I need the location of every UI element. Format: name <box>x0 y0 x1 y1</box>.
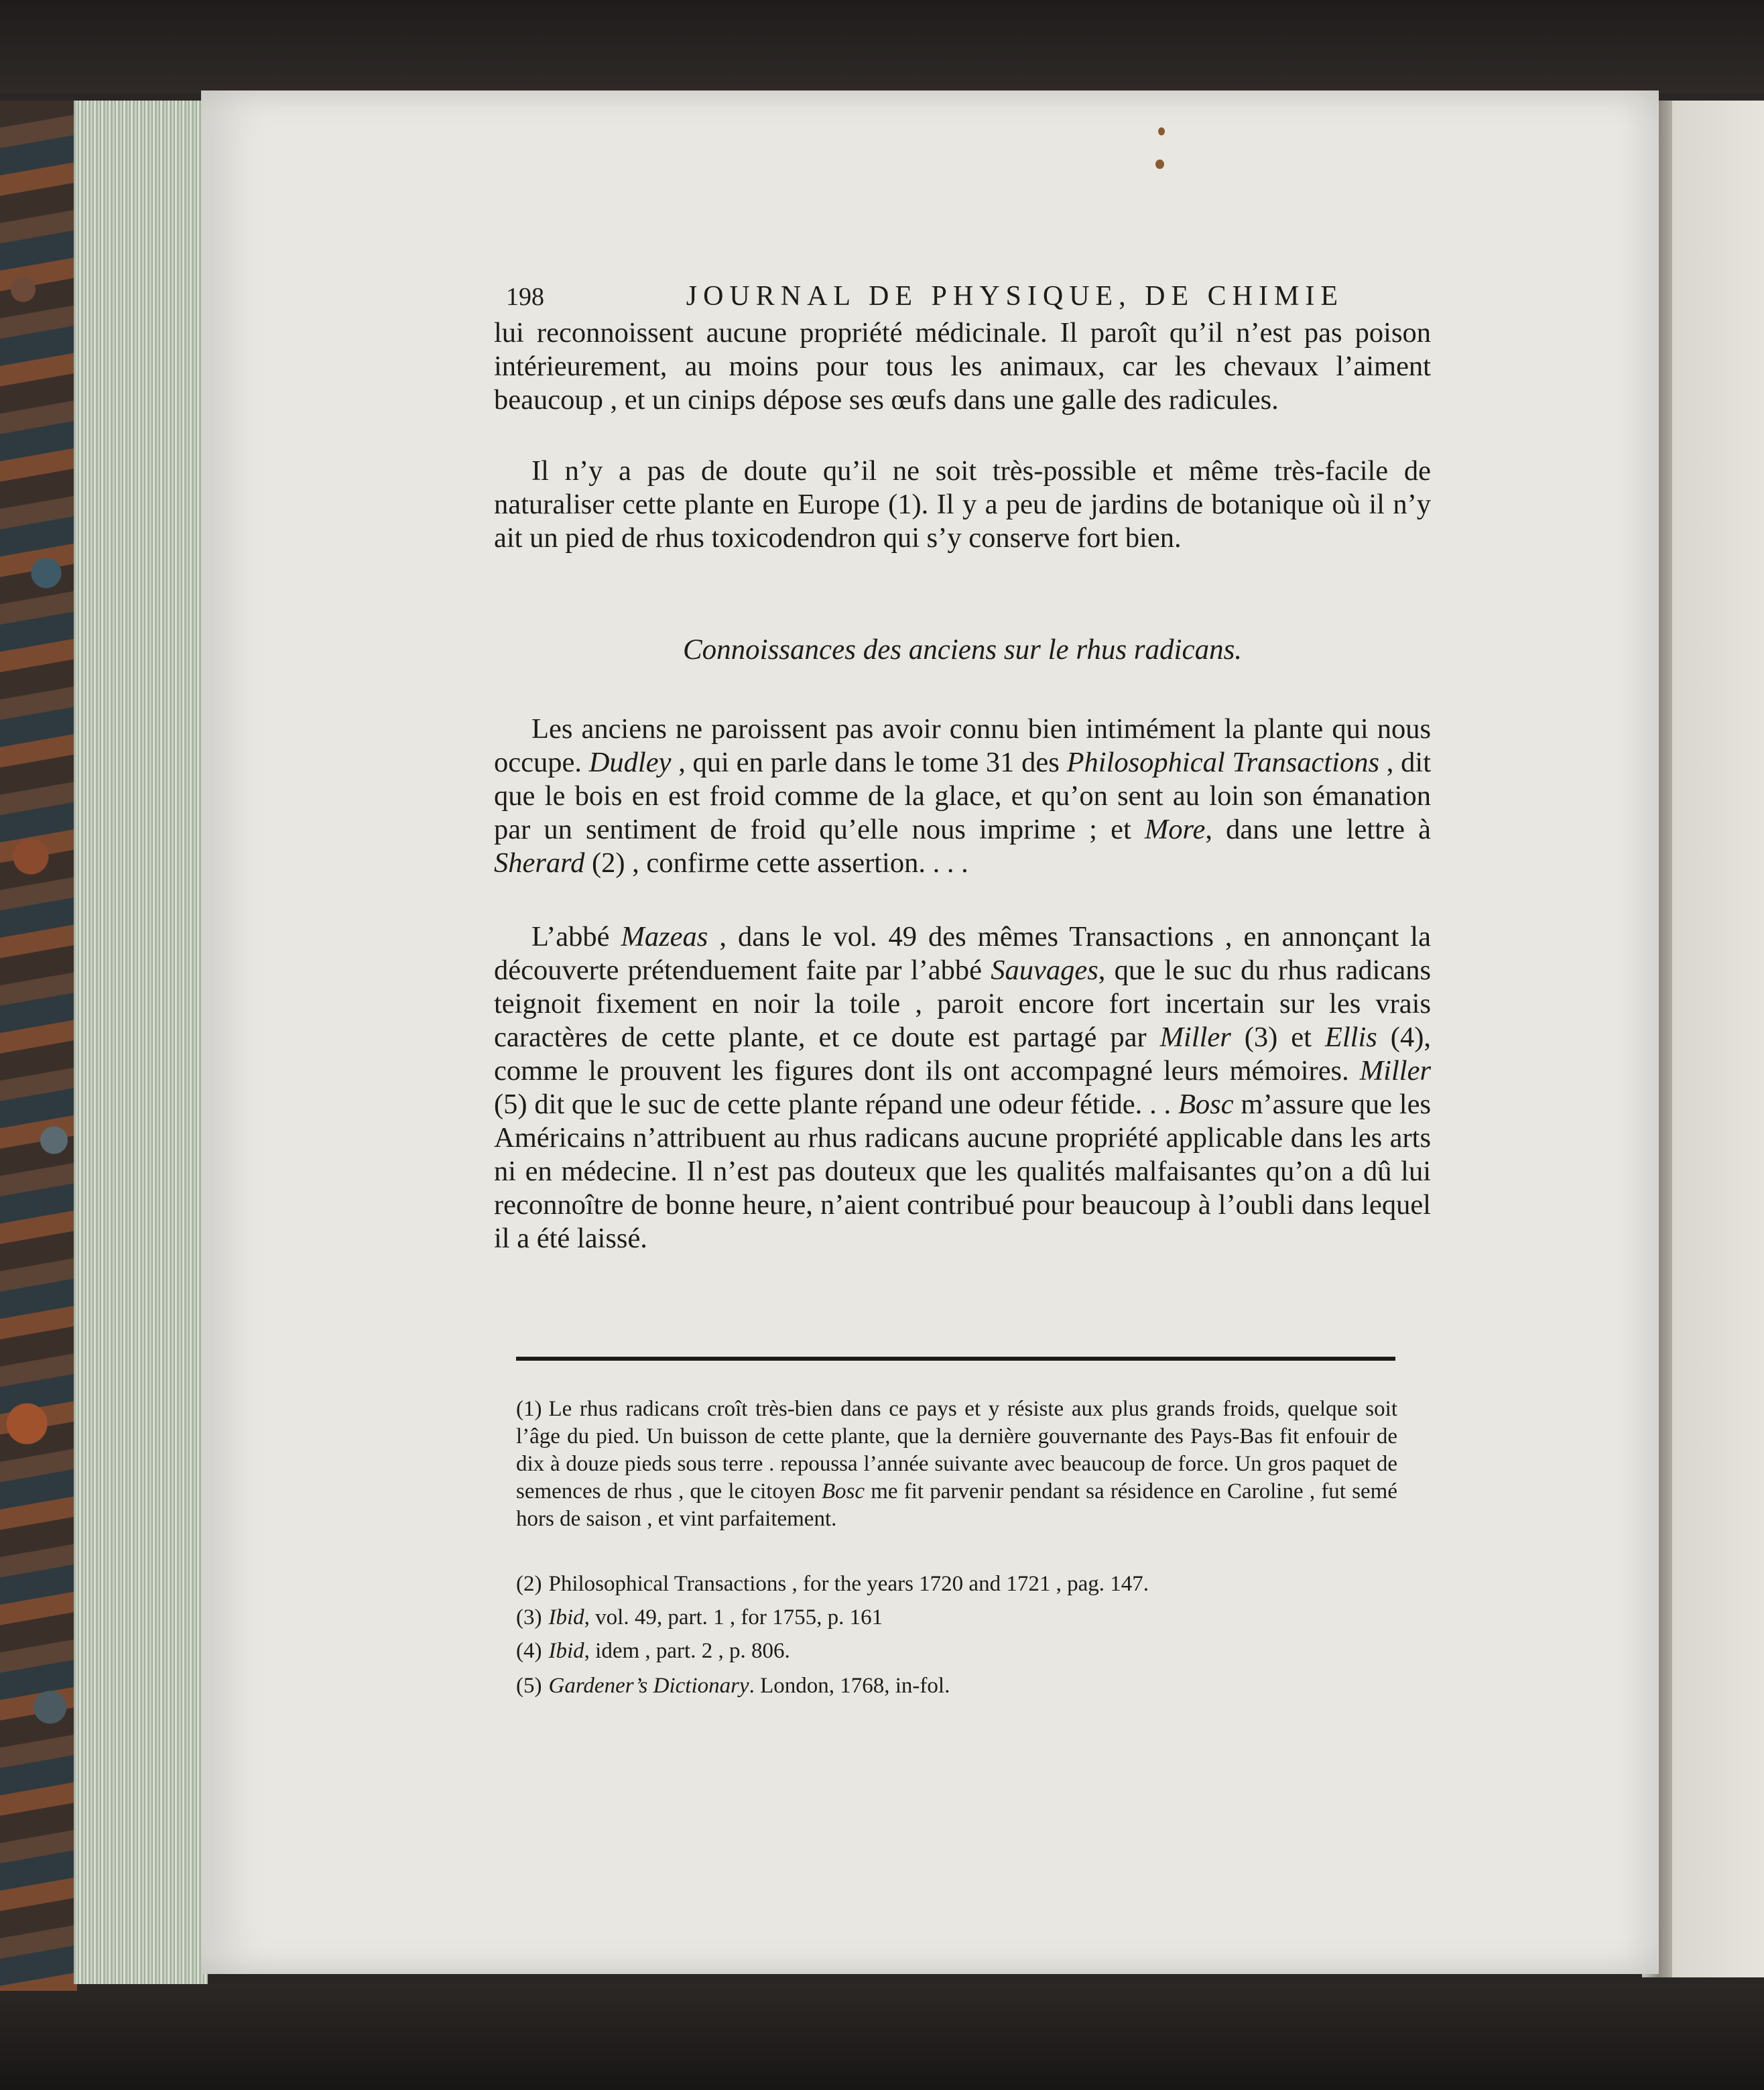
foxing-spot <box>1155 160 1164 169</box>
author-dudley: Dudley <box>588 747 672 778</box>
facing-page-edge <box>1672 101 1764 1977</box>
footnote-number: (1) <box>516 1397 542 1421</box>
journal-title: JOURNAL DE PHYSIQUE, DE CHIMIE <box>686 281 1344 312</box>
footnote-rule <box>516 1357 1395 1361</box>
paragraph-2: Il n’y a pas de doute qu’il ne soit très-possible et même très-facile de naturaliser cette plante en Europe (1). Il y a peu de jardins de botanique où il n’y ait un pied de rhus toxicodendron qui s’y conserve fort bien. <box>494 455 1431 554</box>
text-run: Les anciens ne paroissent pas avoir connu bien intimément la plante qui nous occupe. <box>494 713 1431 778</box>
text-run: (2) , confirme cette assertion. . . . <box>584 847 968 879</box>
background-bottom <box>0 1984 1764 2090</box>
work-title: Philosophical Transactions <box>1066 747 1380 778</box>
text-run: , idem , part. 2 , p. 806. <box>584 1639 790 1663</box>
footnote-number: (2) <box>516 1572 542 1596</box>
footnote-number: (3) <box>516 1605 542 1630</box>
paragraph-1: lui reconnoissent aucune propriété médicinale. Il paroît qu’il n’est pas poison intérieurement, au moins pour tous les animaux, car les chevaux l’aiment beaucoup , et un cinips dépose ses œufs dans une galle des radicules. <box>494 317 1431 416</box>
text-run: Le rhus radicans croît très-bien dans ce pays et y résiste aux plus grands froids, quelque soit l’âge du pied. Un buisson de cette plante, que la dernière gouvernante des Pays-Bas fit enfouir de dix à douze pieds sous terre . repoussa l’année suivante avec beaucoup de force. Un gros paquet de semences de rhus , que le citoyen <box>516 1397 1397 1503</box>
page-number: 198 <box>506 283 544 311</box>
page-block-edges <box>74 101 208 1984</box>
author-miller: Miller <box>1359 1055 1431 1087</box>
ibid: Ibid <box>548 1639 584 1663</box>
paragraph-4 <box>494 920 1431 1255</box>
footnote-1 <box>516 1396 1397 1533</box>
running-head <box>506 280 1344 312</box>
author-more: More <box>1144 814 1206 845</box>
ibid: Ibid <box>548 1605 584 1630</box>
section-title: Connoissances des anciens sur le rhus radicans. <box>682 634 1243 666</box>
author-ellis: Ellis <box>1324 1022 1377 1053</box>
author-sauvages: Sauvages <box>991 955 1098 986</box>
text-run: , dans le vol. 49 des mêmes Transactions , en annonçant la découverte prétenduement faite par l’abbé <box>494 921 1431 986</box>
author-mazeas: Mazeas <box>621 921 708 952</box>
footnote-2 <box>516 1571 1397 1598</box>
text-run: , dans une lettre à <box>1205 814 1431 845</box>
author-bosc: Bosc <box>821 1479 865 1503</box>
paragraph-3 <box>494 713 1431 880</box>
text-run: (4), comme le prouvent les figures dont ils ont accompagné leurs mémoires. <box>494 1022 1431 1087</box>
work-title: Gardener’s Dictionary <box>548 1674 749 1698</box>
text-run: (3) et <box>1231 1022 1325 1053</box>
text-run: L’abbé <box>531 921 621 952</box>
footnote-3 <box>516 1604 1397 1632</box>
background-top <box>0 0 1764 94</box>
footnote-number: (5) <box>516 1674 542 1698</box>
text-run: Philosophical Transactions , for the years 1720 and 1721 , pag. 147. <box>548 1572 1149 1596</box>
text-run: , que le suc du rhus radicans teignoit fixement en noir la toile , paroit encore fort incertain sur les vrais caractères de cette plante, et ce doute est partagé par <box>494 955 1431 1053</box>
text-run: , qui en parle dans le tome 31 des <box>671 747 1067 778</box>
text-run: . London, 1768, in-fol. <box>749 1674 950 1698</box>
author-miller: Miller <box>1159 1022 1231 1053</box>
marbled-cover-edge <box>0 101 77 1991</box>
text-run: , dit que le bois en est froid comme de la glace, et qu’on sent au loin son émanation par un sentiment de froid qu’elle nous imprime ; et <box>494 747 1432 845</box>
author-sherard: Sherard <box>494 847 585 879</box>
text-run: me fit parvenir pendant sa résidence en Caroline , fut semé hors de saison , et vint parfaitement. <box>516 1479 1397 1531</box>
text-run: m’assure que les Américains n’attribuent au rhus radicans aucune propriété applicable dans les arts ni en médecine. Il n’est pas douteux que les qualités malfaisantes qu’on a dû lui reconnoître de bonne heure, n’aient contribué pour beaucoup à l’oubli dans lequel il a été laissé. <box>494 1089 1431 1254</box>
footnote-4 <box>516 1638 1397 1665</box>
author-bosc: Bosc <box>1178 1089 1234 1120</box>
footnote-5 <box>516 1672 1397 1700</box>
text-run: (5) dit que le suc de cette plante répand une odeur fétide. . . <box>494 1089 1178 1120</box>
foxing-spot <box>1158 127 1165 135</box>
footnote-number: (4) <box>516 1639 542 1663</box>
text-run: , vol. 49, part. 1 , for 1755, p. 161 <box>584 1605 883 1630</box>
